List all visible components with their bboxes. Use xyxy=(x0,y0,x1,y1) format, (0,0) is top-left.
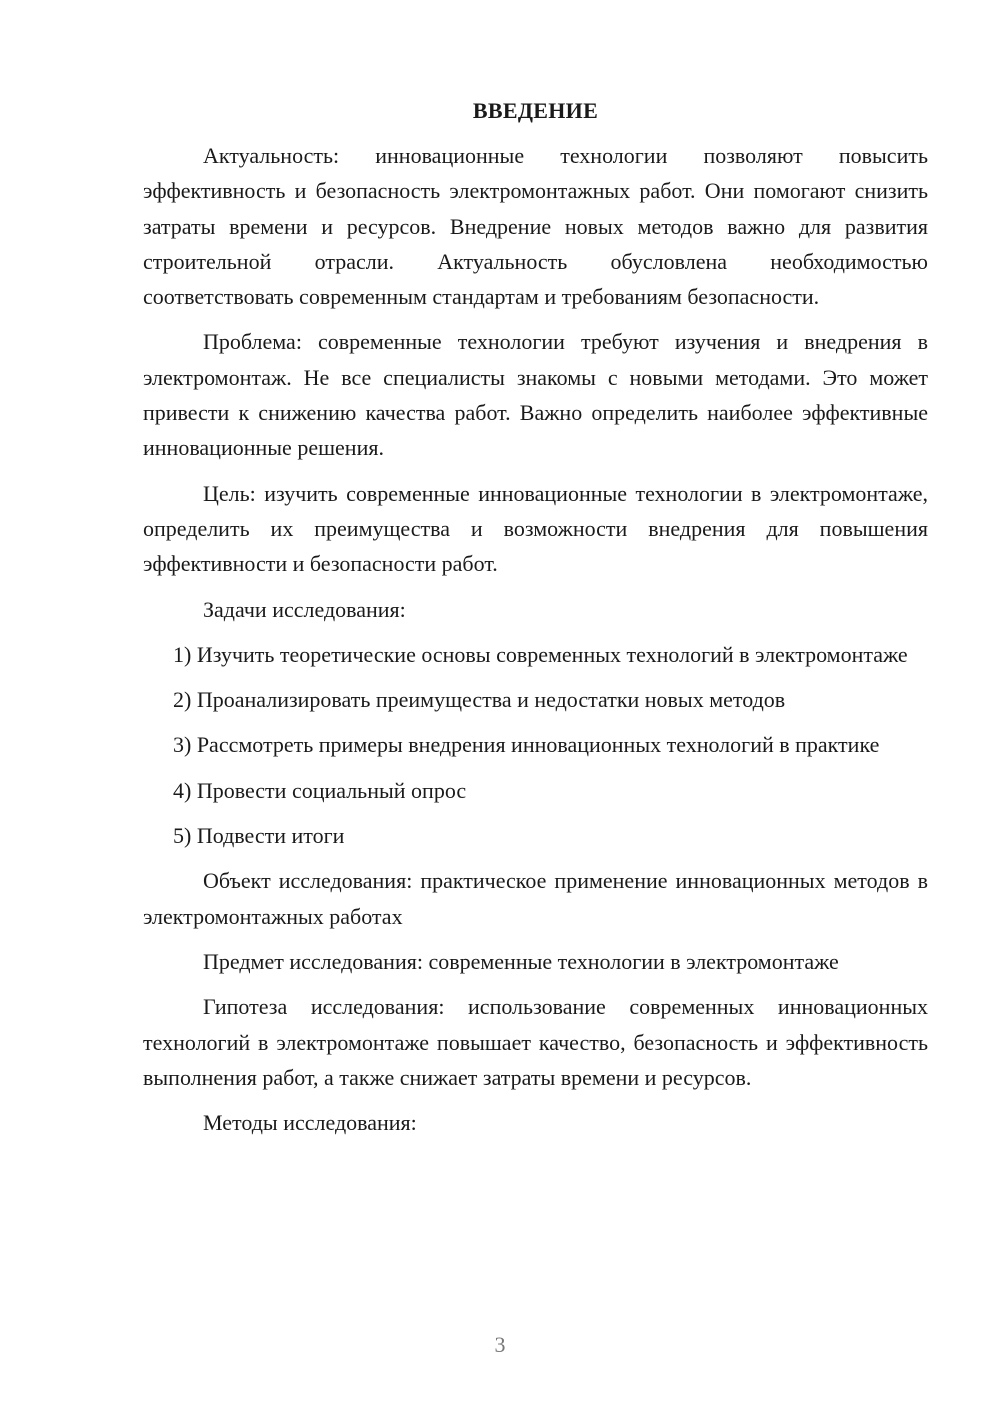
paragraph-relevance: Актуальность: инновационные технологии позволяют повысить эффективность и безопасность электромонтажных работ. Они помогают снизить затраты времени и ресурсов. Внедрение новых методов важно для развития строительной отрасли. Актуальность обусловлена необходимостью соответствовать современным стандартам и требованиям безопасности. xyxy=(143,143,928,310)
paragraph-subject: Предмет исследования: современные технологии в электромонтаже xyxy=(203,948,839,974)
document-page xyxy=(143,96,928,1150)
task-item: 5) Подвести итоги xyxy=(173,823,345,849)
task-item: 1) Изучить теоретические основы современных технологий в электромонтаже xyxy=(173,641,908,667)
paragraph-object: Объект исследования: практическое применение инновационных методов в электромонтажных работах xyxy=(143,868,928,929)
paragraph-goal: Цель: изучить современные инновационные технологии в электромонтаже, определить их преимущества и возможности внедрения для повышения эффективности и безопасности работ. xyxy=(143,480,928,577)
paragraph-tasks-heading: Задачи исследования: xyxy=(203,596,406,622)
task-item: 4) Провести социальный опрос xyxy=(173,777,467,803)
paragraph-hypothesis: Гипотеза исследования: использование современных инновационных технологий в электромонтаже повышает качество, безопасность и эффективность выполнения работ, а также снижает затраты времени и ресурсов. xyxy=(143,994,928,1090)
task-item: 2) Проанализировать преимущества и недостатки новых методов xyxy=(173,687,786,713)
paragraph-problem: Проблема: современные технологии требуют изучения и внедрения в электромонтаж. Не все специалисты знакомы с новыми методами. Это может привести к снижению качества работ. Важно определить наиболее эффективные инновационные решения. xyxy=(143,329,928,461)
page-number: 3 xyxy=(494,1332,506,1357)
section-title: ВВЕДЕНИЕ xyxy=(472,98,599,123)
paragraph-methods: Методы исследования: xyxy=(203,1110,417,1136)
task-item: 3) Рассмотреть примеры внедрения инновационных технологий в практике xyxy=(173,732,880,758)
